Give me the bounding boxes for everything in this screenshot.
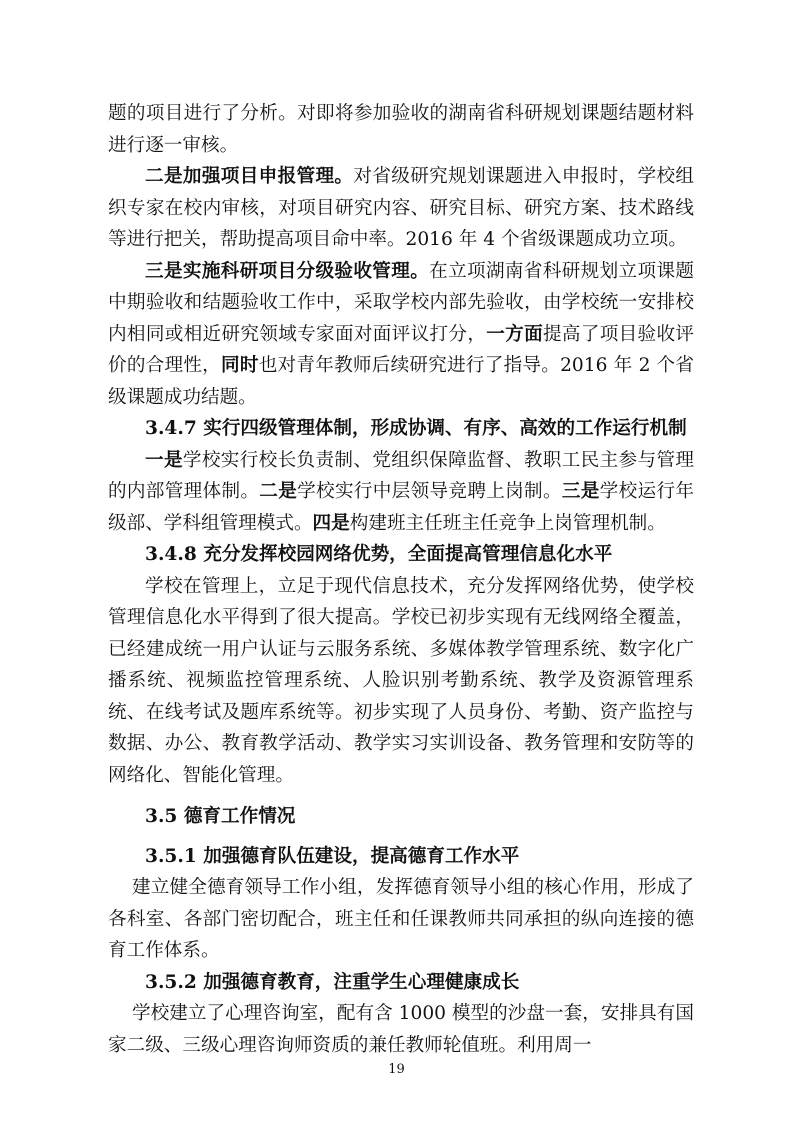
paragraph-text: 对省级研究规划课题进入申报时，学校组织专家在校内审核，对项目研究内容、研究目标、研究方案、技术路线等进行把关，帮助提高项目命中率。2016 年 4 个省级课题成功立项。 bbox=[108, 166, 694, 250]
paragraph-text: 也对青年教师后续研究进行了指导。2016 年 2 个省级课题成功结题。 bbox=[108, 355, 694, 408]
paragraph-1: 题的项目进行了分析。对即将参加验收的湖南省科研规划课题结题材料进行逐一审核。 bbox=[108, 103, 694, 156]
page-number: 19 bbox=[388, 1062, 405, 1077]
heading-3-4-7: 3.4.7 实行四级管理体制，形成协调、有序、高效的工作运行机制 bbox=[145, 418, 687, 439]
paragraph-6: 建立健全德育领导工作小组，发挥德育领导小组的核心作用，形成了各科室、各部门密切配合，班主任和任课教师共同承担的纵向连接的德育工作体系。 bbox=[108, 877, 694, 961]
bold-inline: 一方面 bbox=[486, 323, 543, 345]
paragraph-4 bbox=[108, 445, 694, 540]
paragraph-3 bbox=[108, 256, 694, 414]
paragraph-text: 学校实行中层领导竞聘上岗制。 bbox=[297, 481, 562, 502]
bold-inline: 一是 bbox=[145, 449, 183, 471]
paragraph-2 bbox=[108, 161, 694, 256]
paragraph-text: 提高了项目验收评价的合理性， bbox=[108, 323, 694, 376]
paragraph-text: 学校运行年级部、学科组管理模式。 bbox=[108, 481, 694, 534]
paragraph-text: 学校实行校长负责制、党组织保障监督、教职工民主参与管理的内部管理体制。 bbox=[108, 449, 694, 502]
bold-inline: 四是 bbox=[312, 512, 350, 534]
paragraph-text: 在立项湖南省科研规划立项课题中期验收和结题验收工作中，采取学校内部先验收，由学校统一安排校内相同或相近研究领域专家面对面评议打分， bbox=[108, 260, 694, 345]
paragraph-text: 构建班主任班主任竞争上岗管理机制。 bbox=[349, 512, 666, 534]
paragraph-7: 学校建立了心理咨询室，配有含 1000 模型的沙盘一套，安排具有国家二级、三级心理咨询师资质的兼任教师轮值班。利用周一 bbox=[108, 1003, 694, 1056]
heading-3-4-8: 3.4.8 充分发挥校园网络优势，全面提高管理信息化水平 bbox=[145, 544, 613, 565]
paragraph-5: 学校在管理上，立足于现代信息技术，充分发挥网络优势，使学校管理信息化水平得到了很大提高。学校已初步实现有无线网络全覆盖，已经建成统一用户认证与云服务系统、多媒体教学管理系统、数字化广播系统、视频监控管理系统、人脸识别考勤系统、教学及资源管理系统、在线考试及题库系统等。初步实现了人员身份、考勤、资产监控与数据、办公、教育教学活动、教学实习实训设备、教务管理和安防等的网络化、智能化管理。 bbox=[108, 575, 694, 786]
heading-3-5: 3.5 德育工作情况 bbox=[145, 806, 296, 827]
heading-3-5-1: 3.5.1 加强德育队伍建设，提高德育工作水平 bbox=[145, 845, 520, 867]
bold-inline: 同时 bbox=[221, 355, 259, 376]
bold-inline: 三是 bbox=[561, 481, 600, 502]
bold-lead: 三是实施科研项目分级验收管理。 bbox=[145, 260, 430, 282]
body-text bbox=[108, 98, 694, 1061]
heading-3-5-2: 3.5.2 加强德育教育，注重学生心理健康成长 bbox=[145, 971, 520, 993]
bold-lead: 二是加强项目申报管理。 bbox=[145, 166, 354, 187]
bold-inline: 二是 bbox=[259, 481, 298, 502]
